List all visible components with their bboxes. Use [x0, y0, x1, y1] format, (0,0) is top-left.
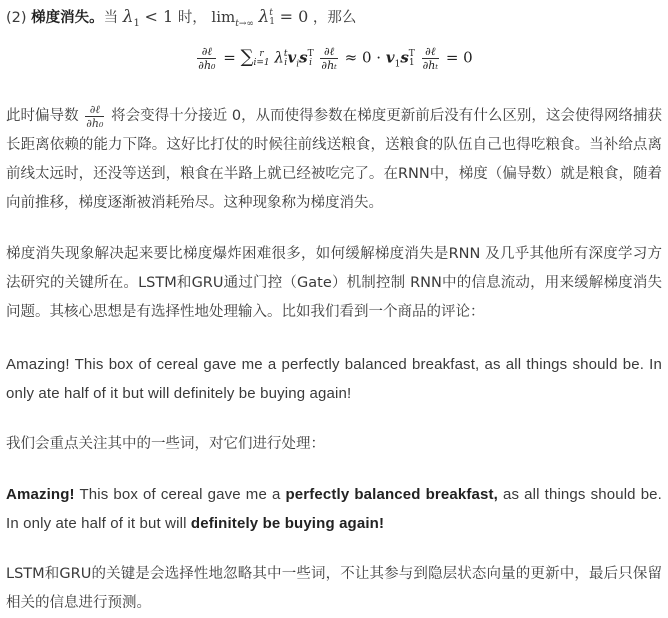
eq-transpose-2: T — [408, 48, 415, 59]
eq-v-sub: i — [296, 59, 300, 70]
review-highlighted — [6, 480, 662, 538]
review-plain-text: Amazing! This box of cereal gave me a perfectly balanced breakfast, as all things should be. In only ate half of it but will definitely be buying again! — [6, 356, 662, 402]
eq-transpose: T — [307, 48, 314, 59]
highlight-buying-again: definitely be buying again! — [190, 515, 385, 532]
display-equation — [0, 46, 668, 71]
eq-v1: v — [385, 48, 395, 67]
eq-frac3-num: ∂ℓ — [422, 46, 440, 59]
paragraph-1 — [6, 102, 662, 218]
eq-v: v — [287, 48, 297, 67]
equals-zero: = 0 — [279, 7, 309, 26]
condition-shi: 时， — [177, 10, 207, 26]
eq-s-sub: i — [309, 57, 313, 68]
para4-text: LSTM和GRU的关键是会选择性地忽略其中一些词，不让其参与到隐层状态向量的更新中，最后只保留相关的信息进行预测。 — [6, 566, 662, 611]
sum-subscript: i=1 — [253, 57, 270, 68]
paragraph-2 — [6, 240, 662, 327]
sum-symbol: ∑ — [240, 46, 254, 68]
eq-lambda-sup: t — [283, 48, 288, 59]
highlight-amazing: Amazing! — [6, 486, 75, 503]
eq-lambda-sub: i — [284, 57, 288, 68]
para1-frac-num: ∂ℓ — [85, 104, 104, 117]
eq-lambda: λ — [274, 48, 284, 67]
section-heading — [6, 2, 662, 39]
eq-v1-sub: 1 — [394, 59, 401, 70]
lambda2-subscript: 1 — [269, 17, 276, 27]
section-number: (2) — [6, 10, 27, 26]
eq-frac2-num: ∂ℓ — [320, 46, 338, 59]
condition-namo: ，那么 — [312, 10, 357, 26]
highlight-balanced-breakfast: perfectly balanced breakfast, — [285, 486, 498, 503]
para3-text: 我们会重点关注其中的一些词，对它们进行处理： — [6, 436, 325, 452]
eq-equals: = — [223, 48, 236, 67]
eq-equals-zero: = 0 — [445, 48, 473, 67]
paragraph-3 — [6, 430, 662, 459]
review-text-2: as all things should be. In only ate half of it but will — [6, 486, 662, 532]
review-plain — [6, 350, 662, 408]
paragraph-4 — [6, 560, 662, 618]
eq-s: s — [299, 48, 308, 67]
review-text-1: This box of cereal gave me a — [74, 486, 286, 503]
section-title: 梯度消失。 — [31, 10, 104, 26]
para1-frac-den: ∂h₀ — [86, 116, 104, 130]
lambda-symbol: λ — [122, 7, 134, 27]
eq-frac3-den: ∂hₜ — [422, 59, 439, 72]
para2-text: 梯度消失现象解决起来要比梯度爆炸困难很多，如何缓解梯度消失是RNN 及几乎其他所有深度学习方法研究的关键所在。LSTM和GRU通过门控（Gate）机制控制 RNN中的信息流动，用来缓解梯度消失问题。其核心思想是有选择性地处理输入。比如我们看到一个商品的评论： — [6, 246, 662, 320]
eq-s1-sub: 1 — [408, 57, 415, 68]
lim-subscript: t→∞ — [235, 18, 254, 29]
eq-s1: s — [400, 48, 409, 67]
lambda-subscript: 1 — [133, 17, 140, 29]
condition-dang: 当 — [103, 10, 119, 26]
eq-frac1-den: ∂h₀ — [198, 59, 216, 72]
eq-approx: ≈ 0 · — [344, 48, 382, 67]
eq-frac1-num: ∂ℓ — [197, 46, 216, 59]
para1-after: 将会变得十分接近 0，从而使得参数在梯度更新前后没有什么区别，这会使得网络捕获长距离依赖的能力下降。这好比打仗的时候往前线送粮食，送粮食的队伍自己也得吃粮食。当补给点离前线太远时，还没等送到，粮食在半路上就已经被吃完了。在RNN中，梯度（偏导数）就是粮食，随着向前推移，梯度逐渐被消耗殆尽。这种现象称为梯度消失。 — [6, 108, 663, 211]
sum-superscript: r — [259, 48, 264, 59]
para1-before: 此时偏导数 — [6, 108, 79, 124]
lambda-symbol-2: λ — [258, 7, 270, 27]
less-than-one: < 1 — [144, 7, 174, 26]
lambda2-superscript: t — [269, 8, 273, 18]
eq-frac2-den: ∂hₜ — [321, 59, 337, 72]
lim-operator: lim — [211, 8, 236, 26]
